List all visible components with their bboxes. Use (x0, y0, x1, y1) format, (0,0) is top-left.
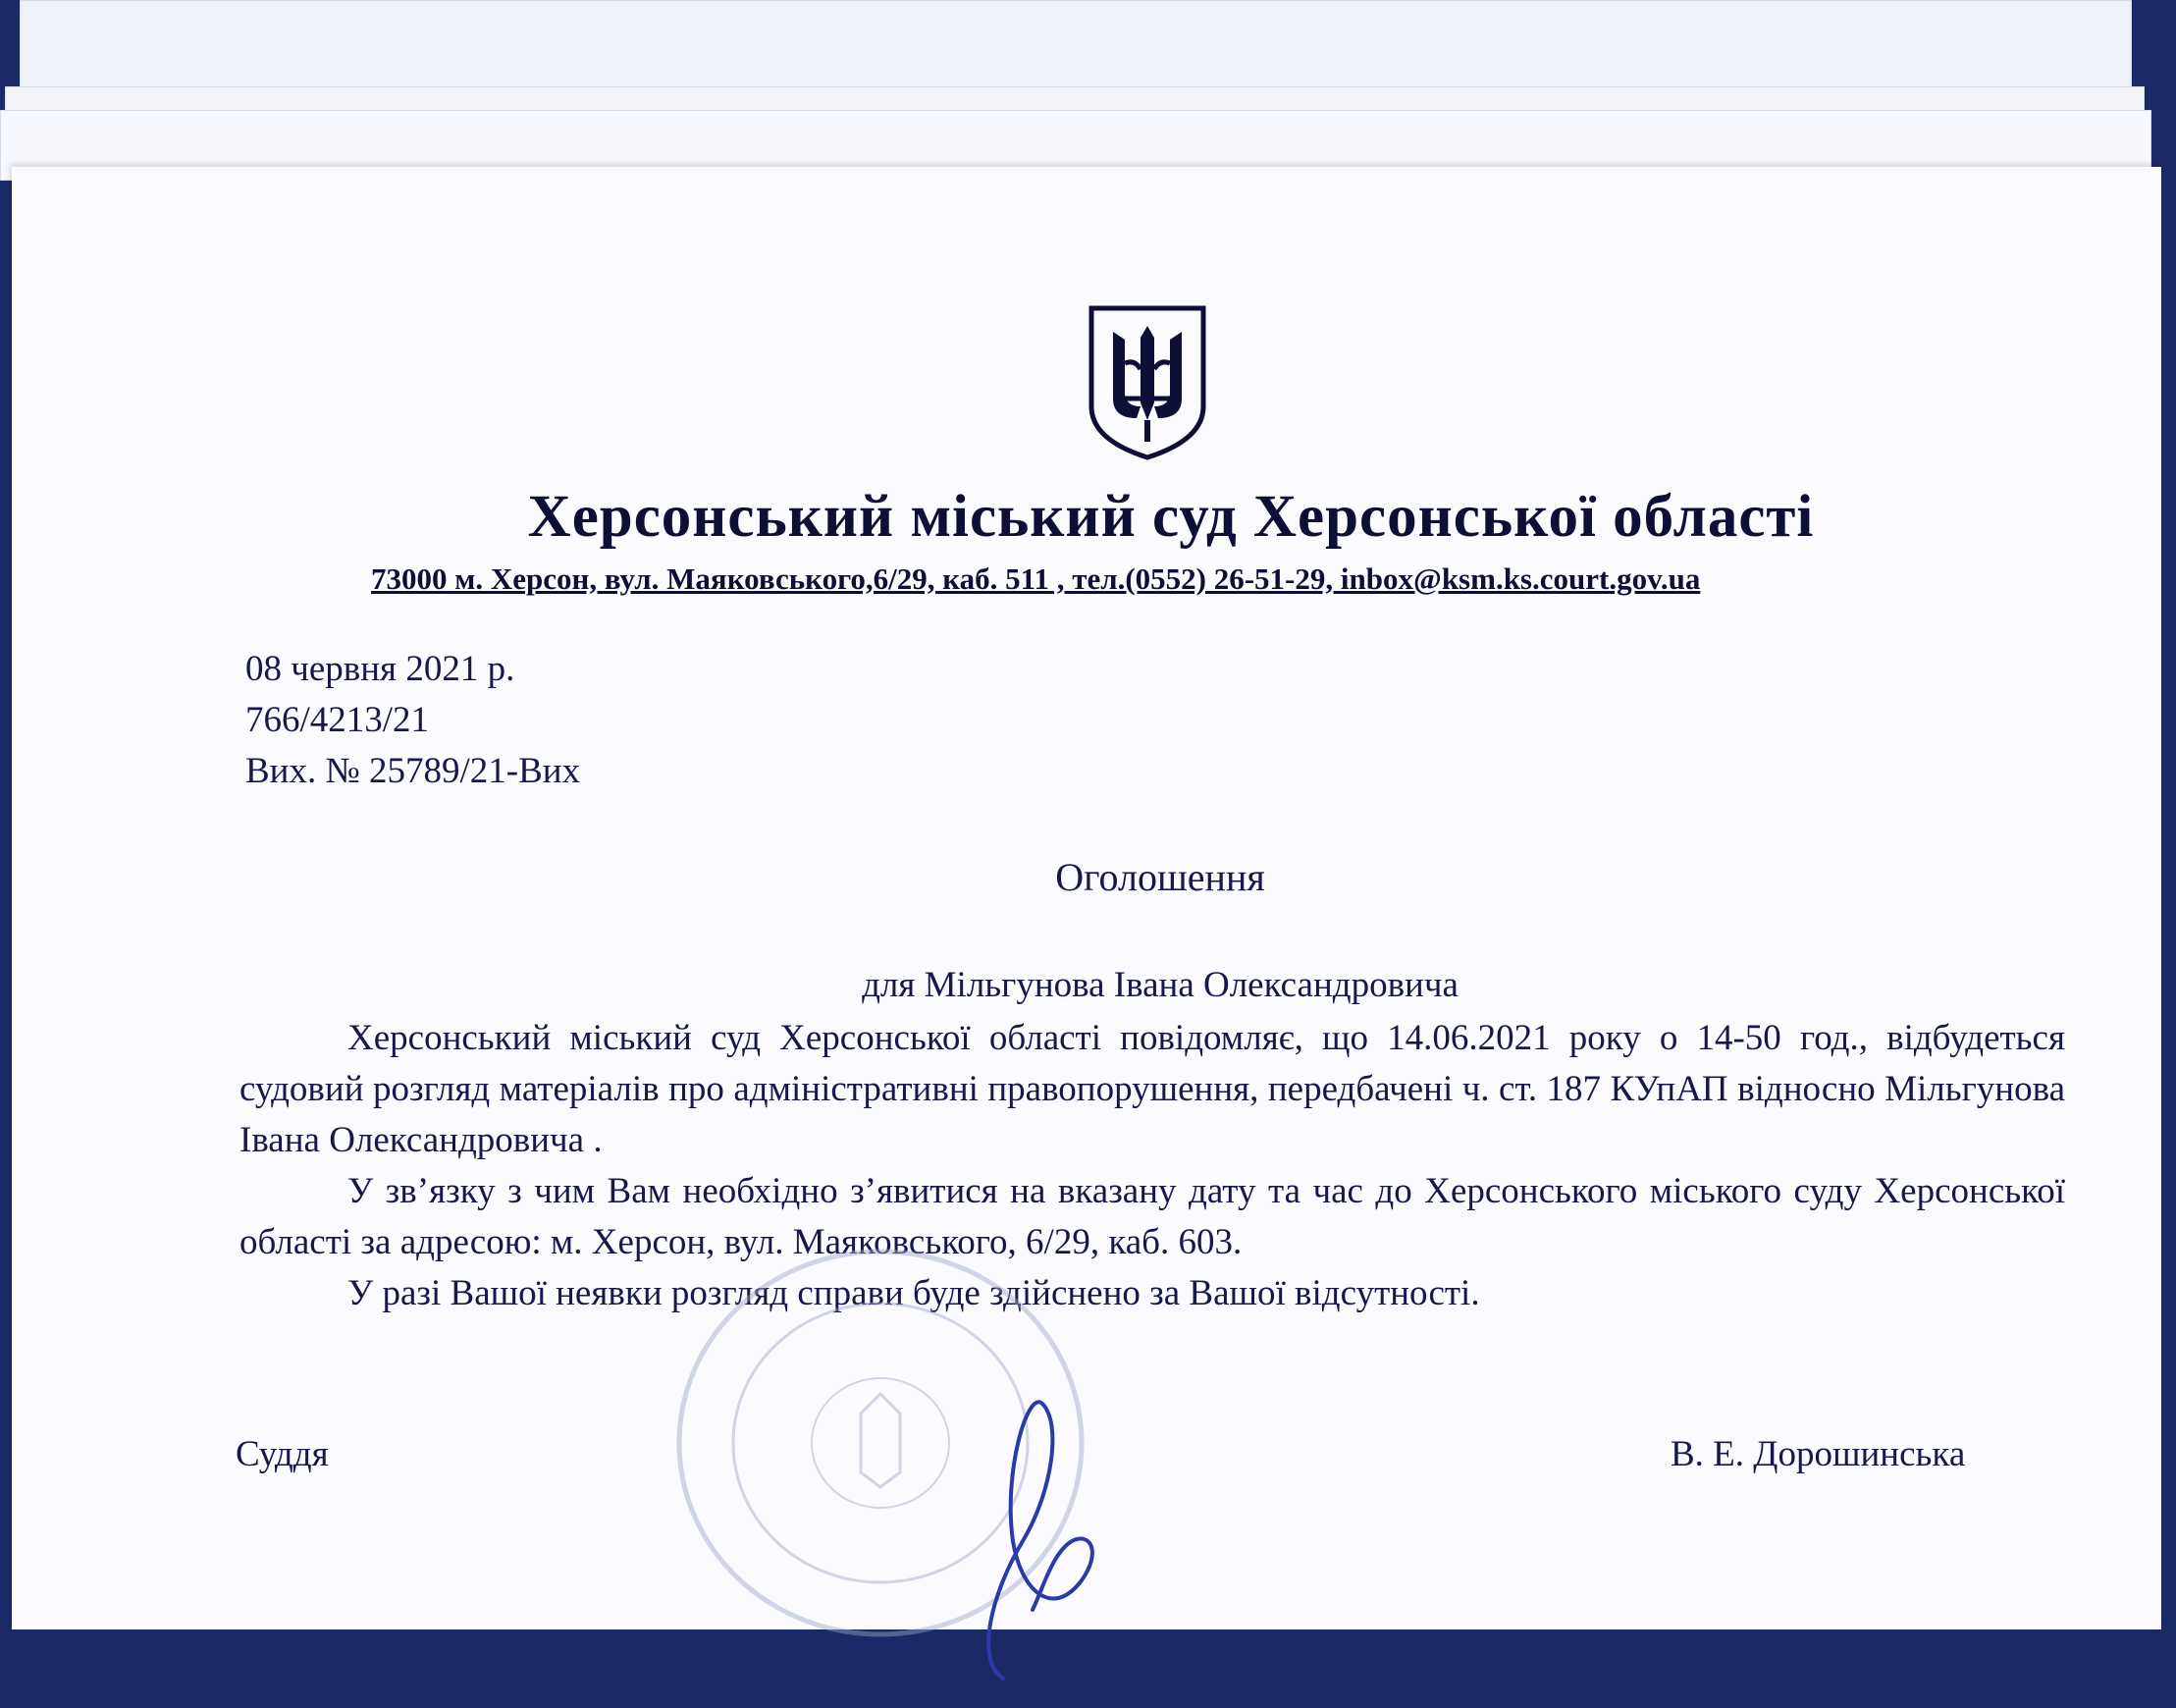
document-date: 08 червня 2021 р. (245, 649, 515, 689)
handwritten-signature-icon (934, 1296, 1131, 1708)
court-address-line: 73000 м. Херсон, вул. Маяковського,6/29, каб. 511 , тел.(0552) 26-51-29, inbox@ksm.ks.court.gov.ua (371, 561, 1701, 596)
paper-stack-back (20, 0, 2132, 100)
court-name-heading: Херсонський міський суд Херсонської області (527, 484, 1815, 550)
notice-recipient: для Мільгунова Івана Олександровича (862, 965, 1459, 1005)
notice-paragraph: У разі Вашої неявки розгляд справи буде здійснено за Вашої відсутності. (347, 1273, 1480, 1313)
case-number: 766/4213/21 (245, 700, 430, 740)
notice-paragraph: Херсонський міський суд Херсонської області повідомляє, що 14.06.2021 року о 14-50 год., відбудеться судовий розгляд матеріалів про адміністративні правопорушення, передбачені ч. ст. 187 КУпАП відносно Мільгунова Івана Олександровича . (239, 1018, 2065, 1160)
judge-name: В. Е. Дорошинська (1671, 1434, 1966, 1474)
judge-title: Суддя (236, 1434, 329, 1474)
outgoing-number: Вих. № 25789/21-Вих (245, 751, 581, 791)
notice-paragraph: У зв’язку з чим Вам необхідно з’явитися на вказану дату та час до Херсонського міського суду Херсонської області за адресою: м. Херсон, вул. Маяковського, 6/29, каб. 603. (239, 1171, 2065, 1262)
trident-coat-of-arms-icon (1084, 304, 1211, 461)
document-sheet (12, 167, 2161, 1629)
notice-body (239, 1013, 2065, 1319)
notice-heading: Оголошення (1055, 855, 1265, 899)
